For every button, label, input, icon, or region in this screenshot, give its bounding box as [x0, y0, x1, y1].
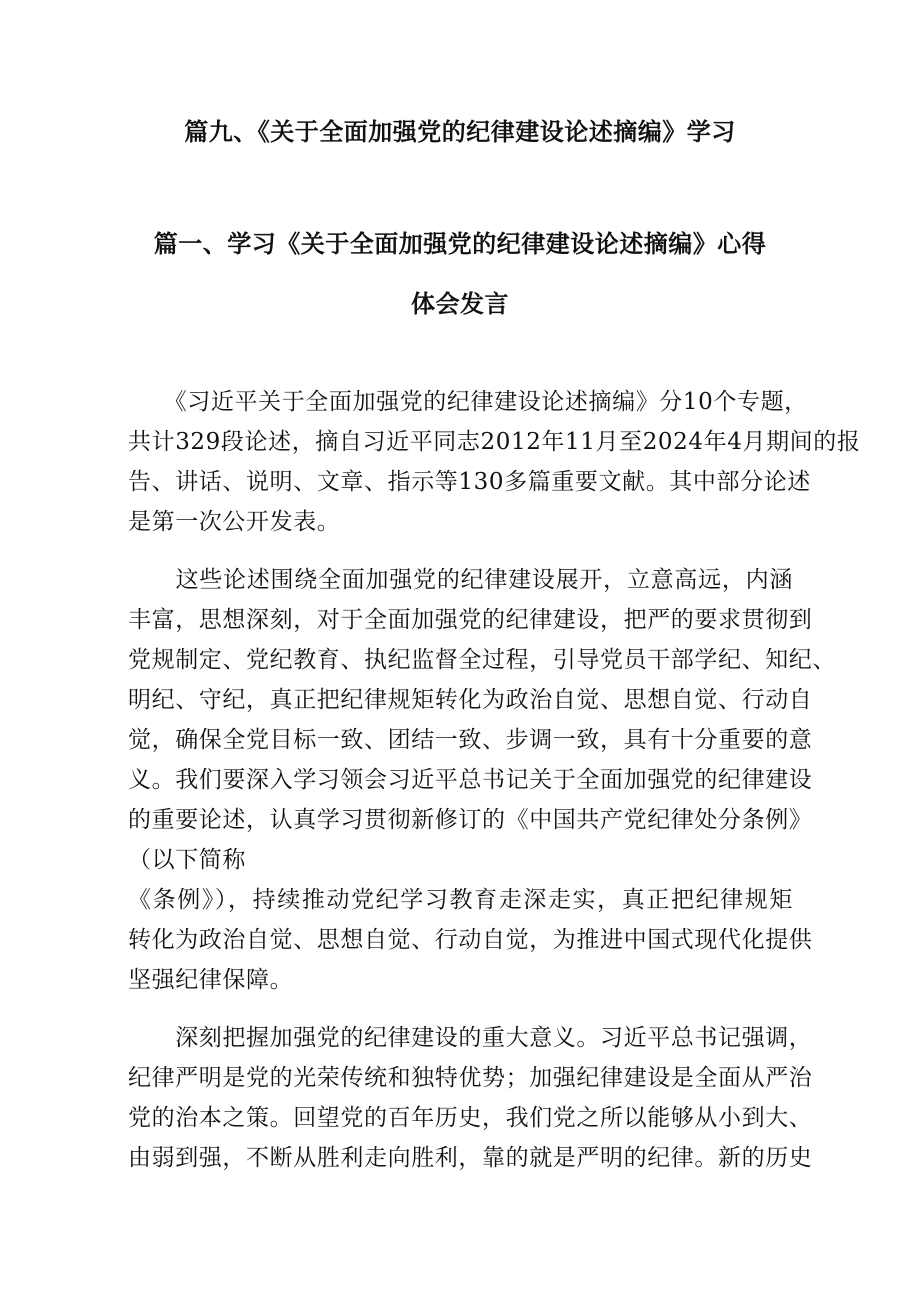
text-line: 告、讲话、说明、文章、指示等130多篇重要文献。其中部分论述 — [128, 469, 811, 495]
text-line: 党的治本之策。回望党的百年历史，我们党之所以能够从小到大、 — [128, 1105, 813, 1131]
text-line: 觉，确保全党目标一致、团结一致、步调一致，具有十分重要的意 — [128, 727, 813, 753]
text-line: 党规制定、党纪教育、执纪监督全过程，引导党员干部学纪、知纪、 — [128, 647, 836, 673]
text-line: 义。我们要深入学习领会习近平总书记关于全面加强党的纪律建设 — [128, 767, 813, 793]
text-line: 共计329段论述，摘自习近平同志2012年11月至2024年4月期间的报 — [128, 429, 861, 455]
text-line: 明纪、守纪，真正把纪律规矩转化为政治自觉、思想自觉、行动自 — [128, 687, 813, 713]
text-line: 由弱到强，不断从胜利走向胜利，靠的就是严明的纪律。新的历史 — [128, 1145, 813, 1171]
text-line: 坚强纪律保障。 — [128, 967, 294, 993]
paragraph-importance — [128, 1018, 813, 1178]
text-line: 纪律严明是党的光荣传统和独特优势；加强纪律建设是全面从严治 — [128, 1065, 813, 1091]
section-nine-title: 篇九、《关于全面加强党的纪律建设论述摘编》学习 — [184, 118, 736, 146]
text-line: 这些论述围绕全面加强党的纪律建设展开，立意高远，内涵 — [128, 567, 793, 593]
text-line: 《条例》），持续推动党纪学习教育走深走实，真正把纪律规矩 — [128, 887, 793, 913]
text-line: （以下简称 — [128, 847, 246, 873]
paragraph-intro — [128, 382, 861, 542]
text-line: 的重要论述，认真学习贯彻新修订的《中国共产党纪律处分条例》 — [128, 807, 813, 833]
text-line: 《习近平关于全面加强党的纪律建设论述摘编》分10个专题， — [128, 389, 808, 415]
text-line: 深刻把握加强党的纪律建设的重大意义。习近平总书记强调， — [128, 1025, 813, 1051]
text-line: 转化为政治自觉、思想自觉、行动自觉，为推进中国式现代化提供 — [128, 927, 813, 953]
text-line: 是第一次公开发表。 — [128, 509, 341, 535]
text-line: 丰富，思想深刻，对于全面加强党的纪律建设，把严的要求贯彻到 — [128, 607, 813, 633]
section-one-title-line1: 篇一、学习《关于全面加强党的纪律建设论述摘编》心得 — [153, 230, 767, 258]
paragraph-significance — [128, 560, 836, 1000]
section-one-title-line2: 体会发言 — [411, 290, 509, 318]
